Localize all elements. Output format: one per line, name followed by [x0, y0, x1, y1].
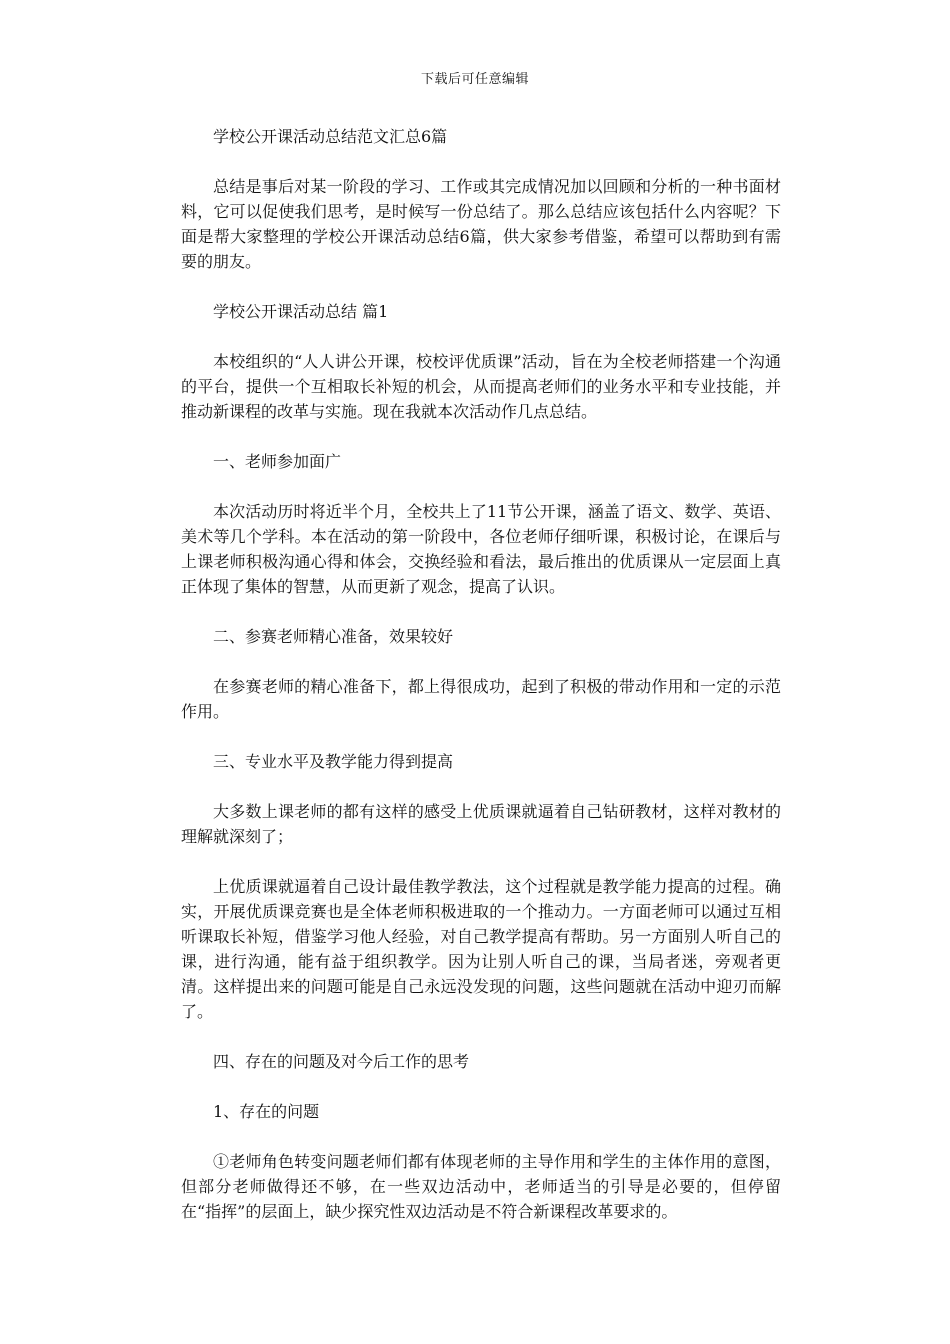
page-header: 下载后可任意编辑: [420, 72, 529, 87]
paragraph: 大多数上课老师的都有这样的感受上优质课就逼着自己钻研教材，这样对教材的理解就深刻了；: [181, 802, 781, 846]
subheading: 1、存在的问题: [213, 1102, 320, 1121]
paragraph: ①老师角色转变问题老师们都有体现老师的主导作用和学生的主体作用的意图，但部分老师做得还不够，在一些双边活动中，老师适当的引导是必要的，但停留在“指挥”的层面上，缺少探究性双边活动是不符合新课程改革要求的。: [181, 1152, 781, 1221]
document-body: [181, 124, 781, 1224]
intro-paragraph: 总结是事后对某一阶段的学习、工作或其完成情况加以回顾和分析的一种书面材料，它可以促使我们思考，是时候写一份总结了。那么总结应该包括什么内容呢？下面是帮大家整理的学校公开课活动总结6篇，供大家参考借鉴，希望可以帮助到有需要的朋友。: [181, 177, 781, 271]
heading: 二、参赛老师精心准备，效果较好: [213, 627, 454, 646]
heading: 一、老师参加面广: [213, 452, 342, 471]
heading: 三、专业水平及教学能力得到提高: [213, 752, 454, 771]
section-title: 学校公开课活动总结 篇1: [213, 302, 389, 321]
paragraph: 本次活动历时将近半个月，全校共上了11节公开课，涵盖了语文、数学、英语、美术等几个学科。本在活动的第一阶段中，各位老师仔细听课，积极讨论，在课后与上课老师积极沟通心得和体会，交换经验和看法，最后推出的优质课从一定层面上真正体现了集体的智慧，从而更新了观念，提高了认识。: [181, 502, 781, 596]
paragraph: 在参赛老师的精心准备下，都上得很成功，起到了积极的带动作用和一定的示范作用。: [181, 677, 781, 721]
paragraph: 本校组织的“人人讲公开课，校校评优质课”活动，旨在为全校老师搭建一个沟通的平台，提供一个互相取长补短的机会，从而提高老师们的业务水平和专业技能，并推动新课程的改革与实施。现在我就本次活动作几点总结。: [181, 352, 781, 421]
heading: 四、存在的问题及对今后工作的思考: [213, 1052, 470, 1071]
document-title: 学校公开课活动总结范文汇总6篇: [213, 127, 448, 146]
paragraph: 上优质课就逼着自己设计最佳教学教法，这个过程就是教学能力提高的过程。确实，开展优质课竞赛也是全体老师积极进取的一个推动力。一方面老师可以通过互相听课取长补短，借鉴学习他人经验，对自己教学提高有帮助。另一方面别人听自己的课，进行沟通，能有益于组织教学。因为让别人听自己的课，当局者迷，旁观者更清。这样提出来的问题可能是自己永远没发现的问题，这些问题就在活动中迎刃而解了。: [181, 877, 781, 1021]
